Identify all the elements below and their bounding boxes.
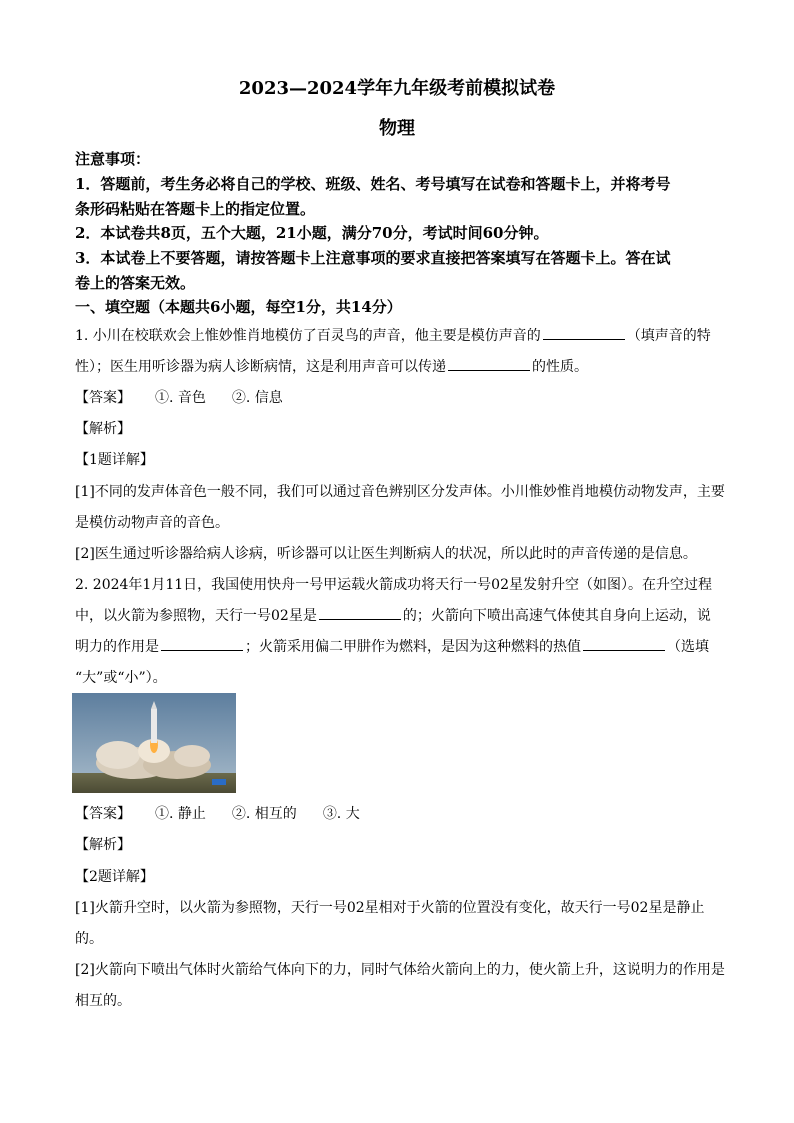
q2-detail-2b: 相互的。 bbox=[75, 993, 131, 1009]
notice-heading: 注意事项： bbox=[75, 150, 151, 168]
q2-text-2a: 中，以火箭为参照物，天行一号02星是 bbox=[75, 608, 317, 624]
q1-answer-1: ①. 音色 bbox=[155, 390, 206, 406]
q2-text-3a: 明力的作用是 bbox=[75, 639, 159, 655]
q2-analysis-label: 【解析】 bbox=[75, 837, 131, 853]
rocket-launch-photo bbox=[72, 693, 236, 793]
q2-line-4: “大”或“小”）。 bbox=[75, 670, 167, 686]
q1-text-2a: 性）；医生用听诊器为病人诊断病情，这是利用声音可以传递 bbox=[75, 359, 446, 375]
notice-item-3a: 3．本试卷上不要答题，请按答题卡上注意事项的要求直接把答案填写在答题卡上。答在试 bbox=[75, 249, 671, 267]
q2-detail-1b: 的。 bbox=[75, 931, 103, 947]
q2-detail-1a: [1]火箭升空时，以火箭为参照物，天行一号02星相对于火箭的位置没有变化，故天行一号02星是静止 bbox=[75, 900, 705, 916]
q2-answer-3: ③. 大 bbox=[322, 806, 360, 822]
notice-item-1a: 1．答题前，考生务必将自己的学校、班级、姓名、考号填写在试卷和答题卡上，并将考号 bbox=[75, 175, 671, 193]
q2-text-2b: 的；火箭向下喷出高速气体使其自身向上运动，说 bbox=[402, 608, 711, 624]
q1-detail-1b: 是模仿动物声音的音色。 bbox=[75, 515, 229, 531]
q1-blank-2 bbox=[448, 369, 530, 371]
q1-answer-2: ②. 信息 bbox=[231, 390, 283, 406]
notice-item-2: 2．本试卷共8页，五个大题，21小题，满分70分，考试时间60分钟。 bbox=[75, 224, 549, 242]
q2-detail-label: 【2题详解】 bbox=[75, 869, 154, 885]
q2-blank-2 bbox=[161, 649, 243, 651]
subject-title: 物理 bbox=[379, 118, 415, 139]
q2-answer-2: ②. 相互的 bbox=[231, 806, 297, 822]
q1-answer bbox=[75, 387, 725, 407]
q2-detail-2a: [2]火箭向下喷出气体时火箭给气体向下的力，同时气体给火箭向上的力，使火箭上升，这说明力的作用是 bbox=[75, 962, 725, 978]
q1-text-1b: （填声音的特 bbox=[626, 328, 711, 344]
q2-line-3 bbox=[75, 636, 725, 656]
notice-item-1b: 条形码粘贴在答题卡上的指定位置。 bbox=[75, 200, 316, 218]
q2-blank-1 bbox=[319, 618, 401, 620]
q1-detail-label: 【1题详解】 bbox=[75, 452, 154, 468]
section-heading: 一、填空题（本题共6小题，每空1分，共14分） bbox=[75, 298, 402, 316]
q2-answer-1: ①. 静止 bbox=[155, 806, 206, 822]
q2-text-3b: ；火箭采用偏二甲肼作为燃料，是因为这种燃料的热值 bbox=[245, 639, 581, 655]
q1-detail-2: [2]医生通过听诊器给病人诊病，听诊器可以让医生判断病人的状况，所以此时的声音传递的是信息。 bbox=[75, 546, 697, 562]
q2-blank-3 bbox=[583, 649, 665, 651]
answer-label: 【答案】 bbox=[75, 806, 131, 822]
q1-line-1 bbox=[75, 325, 725, 345]
q1-detail-1a: [1]不同的发声体音色一般不同，我们可以通过音色辨别区分发声体。小川惟妙惟肖地模仿动物发声，主要 bbox=[75, 484, 725, 500]
q1-line-2 bbox=[75, 356, 725, 376]
q1-text-2b: 的性质。 bbox=[532, 359, 588, 375]
answer-label: 【答案】 bbox=[75, 390, 131, 406]
q2-line-1: 2. 2024年1月11日，我国使用快舟一号甲运载火箭成功将天行一号02星发射升空（如图）。在升空过程 bbox=[75, 577, 712, 593]
q1-analysis-label: 【解析】 bbox=[75, 421, 131, 437]
q2-text-3c: （选填 bbox=[667, 639, 709, 655]
q1-text-1a: 1. 小川在校联欢会上惟妙惟肖地模仿了百灵鸟的声音，他主要是模仿声音的 bbox=[75, 328, 541, 344]
exam-title: 2023—2024学年九年级考前模拟试卷 bbox=[238, 78, 556, 99]
q2-answer bbox=[75, 803, 725, 823]
q2-line-2 bbox=[75, 605, 725, 625]
q1-blank-1 bbox=[543, 338, 625, 340]
notice-item-3b: 卷上的答案无效。 bbox=[75, 274, 196, 292]
